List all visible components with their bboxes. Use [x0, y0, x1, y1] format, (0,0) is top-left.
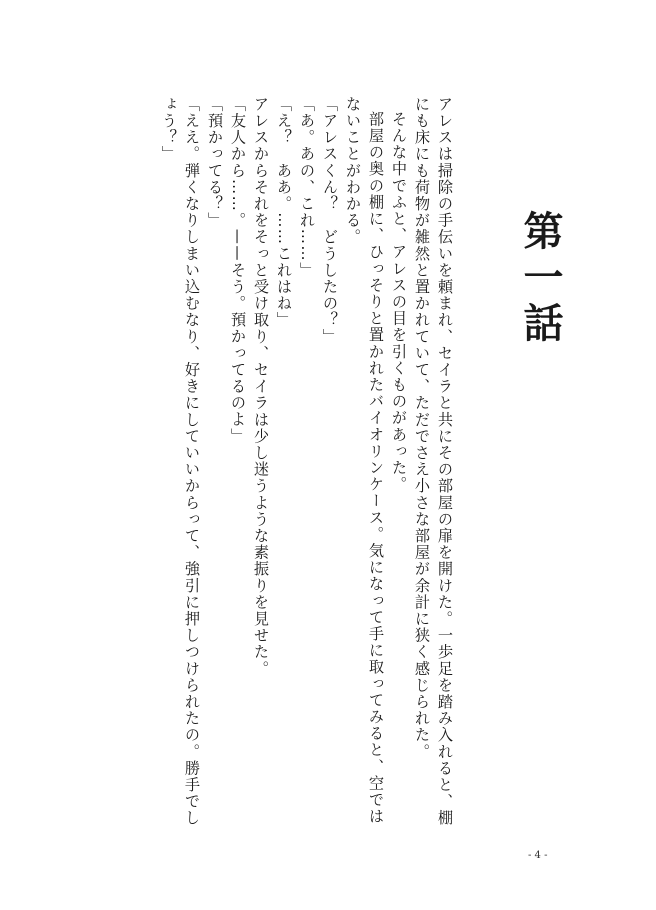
- paragraph-2: そんな中でふと、アレスの目を引くものがあった。: [390, 111, 408, 493]
- dialogue-line: 「え？ ああ。……これはね」: [275, 96, 293, 329]
- paragraph-narration: アレスからそれをそっと受け取り、セイラは少し迷うような素振りを見せた。: [252, 96, 270, 677]
- dialogue-line: 「あ。あの、これ……」: [298, 96, 316, 279]
- chapter-title: 第一話: [517, 210, 563, 348]
- paragraph-3: 部屋の奥の棚に、ひっそりと置かれたバイオリンケース。気になって手に取ってみると、空ではないことがわかる。: [344, 96, 385, 825]
- dialogue-line: 「預かってる？」: [206, 96, 224, 229]
- dialogue-line: 「ええ。弾くなりしまい込むなり、好きにしていいからって、強引に押しつけられたの。勝手でしょう？」: [160, 96, 201, 827]
- dialogue-line: 「アレスくん？ どうしたの？」: [321, 96, 339, 345]
- dialogue-line: 「友人から……。——そう。預かってるのよ」: [229, 96, 247, 445]
- paragraph-1: アレスは掃除の手伝いを頼まれ、セイラと共にその部屋の扉を開けた。一歩足を踏み入れると、棚にも床にも荷物が雑然と置かれていて、ただでさえ小さな部屋が余計に狭く感じられた。: [413, 96, 454, 827]
- page-number: - 4 -: [528, 850, 548, 861]
- body-text: [108, 96, 456, 836]
